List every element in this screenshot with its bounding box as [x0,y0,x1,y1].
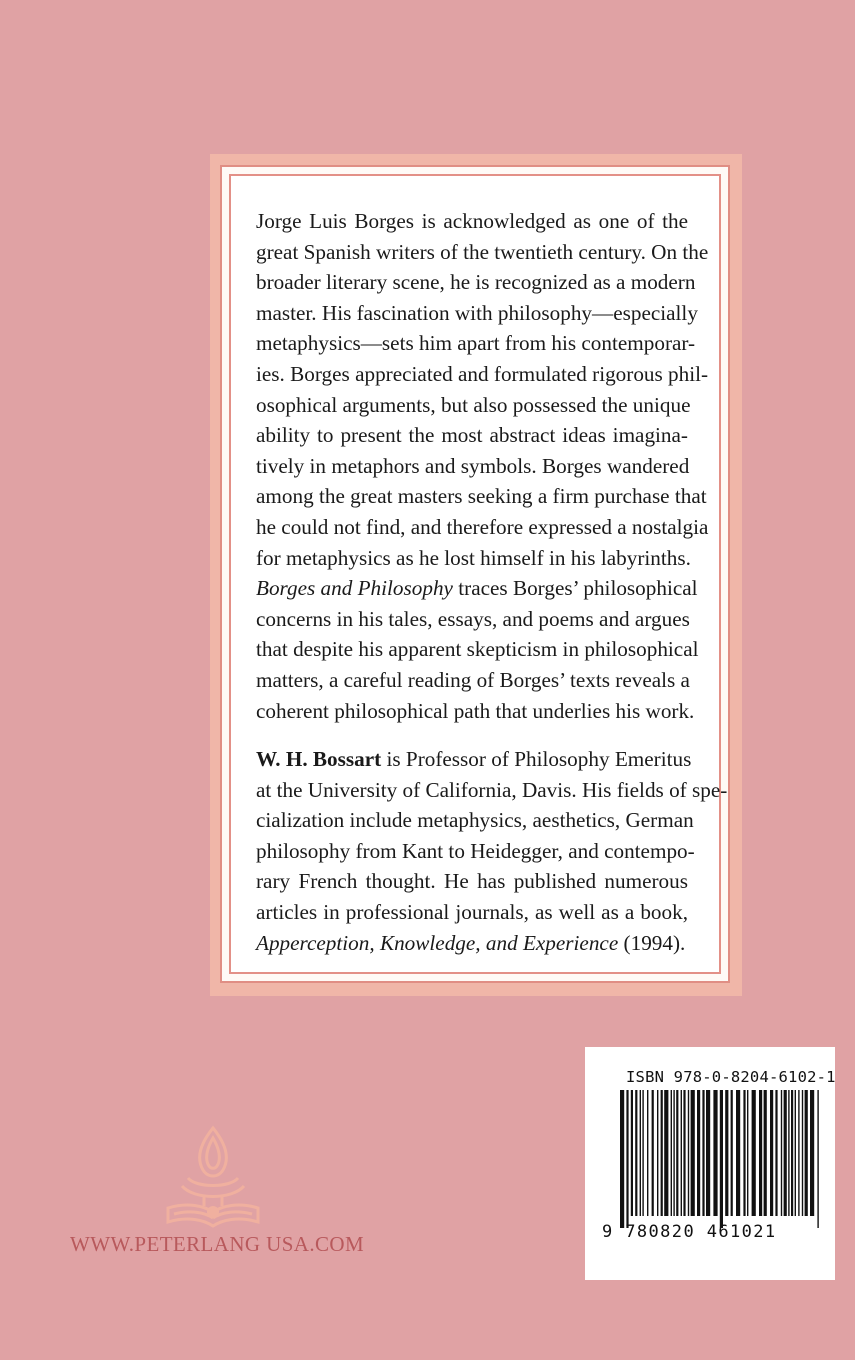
barcode-bar [747,1090,748,1216]
publisher-website: WWW.PETERLANG USA.COM [70,1232,365,1256]
barcode-bar [652,1090,654,1216]
barcode-bar [620,1090,624,1228]
barcode-bars [618,1090,824,1228]
description-line: matters, a careful reading of Borges’ texts reveals a [256,667,690,692]
barcode-bar [770,1090,773,1216]
barcode-bar [706,1090,710,1216]
barcode-bar [635,1090,637,1216]
barcode-bar [683,1090,685,1216]
barcode-bar [788,1090,789,1216]
barcode-bar [631,1090,633,1216]
barcode-bar [817,1090,818,1228]
bio-book-line [256,928,688,959]
barcode-bar [702,1090,704,1216]
description-line: that despite his apparent skepticism in philosophical [256,637,699,662]
barcode-bar [697,1090,700,1216]
barcode-bar [791,1090,793,1216]
barcode-bar [802,1090,803,1216]
barcode-bar [720,1090,723,1228]
barcode-bar [810,1090,814,1216]
barcode-bar [671,1090,672,1216]
bio-line: articles in professional journals, as well as a book, [256,899,688,924]
barcode-bar [731,1090,733,1216]
book-description [256,206,709,726]
barcode-bar [781,1090,782,1216]
barcode-bar [743,1090,745,1216]
barcode-bar [642,1090,643,1216]
description-line: master. His fascination with philosophy—especially [256,300,698,325]
description-line: broader literary scene, he is recognized as a modern [256,270,696,295]
description-line-rest: traces Borges’ philosophical [452,576,698,601]
barcode-bar [688,1090,689,1216]
barcode-bar [775,1090,777,1216]
bio-line: cialization include metaphysics, aesthetics, German [256,808,694,833]
description-line: among the great masters seeking a firm purchase that [256,484,707,509]
bio-book-title: Apperception, Knowledge, and Experience [256,930,619,955]
author-bio [256,744,728,958]
barcode-bar [673,1090,674,1216]
description-line: metaphysics—sets him apart from his contemporar- [256,331,696,356]
barcode-bar [795,1090,796,1216]
barcode-bar [764,1090,767,1216]
barcode-bar [681,1090,682,1216]
description-line: osophical arguments, but also possessed the unique [256,392,691,417]
barcode-bar [759,1090,762,1216]
book-title-italic: Borges and Philosophy [256,576,453,601]
author-name: W. H. Bossart [256,747,382,771]
peter-lang-lamp-logo-icon [148,1122,278,1234]
barcode-bar [657,1090,658,1216]
description-line: he could not find, and therefore expressed a nostalgia [256,514,709,539]
isbn-label: ISBN 978-0-8204-6102-1 [626,1068,836,1086]
barcode-bar [784,1090,787,1216]
barcode-bar [713,1090,717,1216]
bio-line: rary French thought. He has published numerous [256,869,688,894]
description-line: for metaphysics as he lost himself in his labyrinths. [256,545,691,570]
bio-line-rest: is Professor of Philosophy Emeritus [381,747,692,771]
barcode-bar [647,1090,648,1216]
description-line: great Spanish writers of the twentieth century. On the [256,239,709,264]
bio-first-line [256,744,692,775]
bio-line: philosophy from Kant to Heidegger, and contempo- [256,838,695,863]
bio-book-year: (1994). [618,930,686,955]
description-line: ies. Borges appreciated and formulated rigorous phil- [256,361,709,386]
description-line: Jorge Luis Borges is acknowledged as one of the [256,209,688,233]
barcode-bar [805,1090,808,1216]
bio-line: at the University of California, Davis. His fields of spe- [256,777,728,802]
description-title-line [256,573,698,604]
barcode-bar [736,1090,740,1216]
barcode-bar [691,1090,695,1216]
description-line: concerns in his tales, essays, and poems and argues [256,606,690,631]
barcode-bar [798,1090,799,1216]
barcode-bar [661,1090,663,1216]
description-line: coherent philosophical path that underlies his work. [256,698,695,723]
barcode-bar [664,1090,668,1216]
description-line: tively in metaphors and symbols. Borges wandered [256,453,690,478]
barcode-bar [626,1090,628,1228]
barcode-bar [640,1090,641,1216]
description-line: ability to present the most abstract ideas imagina- [256,423,688,448]
barcode-bar [725,1090,728,1216]
barcode-bar [752,1090,756,1216]
barcode-bar [676,1090,678,1216]
barcode-digits: 9 780820 461021 [602,1222,777,1242]
